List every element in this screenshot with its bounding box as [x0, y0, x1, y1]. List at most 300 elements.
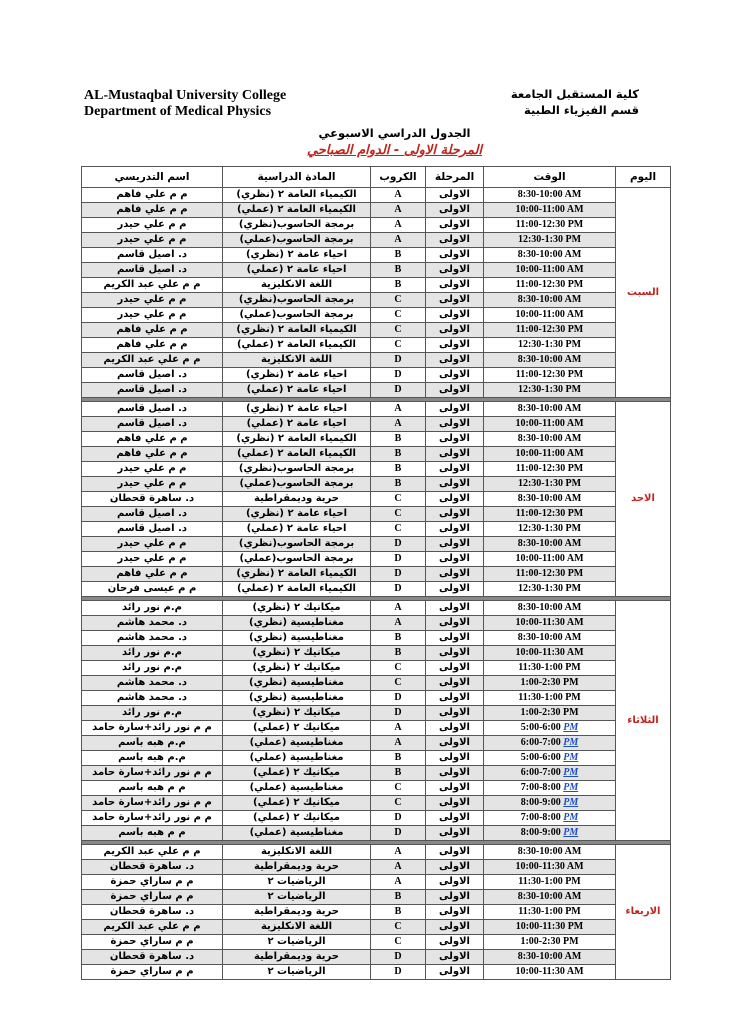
cell-time: 8:30-10:00 AM — [484, 492, 616, 507]
cell-stage: الاولى — [426, 706, 484, 721]
cell-time: 11:00-12:30 PM — [484, 278, 616, 293]
pm-suffix: PM — [563, 767, 579, 778]
cell-stage: الاولى — [426, 845, 484, 860]
cell-time: 10:00-11:00 AM — [484, 417, 616, 432]
cell-group: B — [371, 905, 426, 920]
cell-stage: الاولى — [426, 616, 484, 631]
cell-teacher: د. محمد هاشم — [82, 691, 223, 706]
cell-teacher: م م ساراي حمزة — [82, 875, 223, 890]
cell-group: A — [371, 736, 426, 751]
cell-teacher: م م نور رائد+سارة حامد — [82, 796, 223, 811]
header-arabic — [511, 86, 639, 118]
table-row — [82, 661, 671, 676]
cell-teacher: د. اصيل قاسم — [82, 402, 223, 417]
cell-teacher: م م علي فاهم — [82, 338, 223, 353]
cell-teacher: م م علي فاهم — [82, 203, 223, 218]
cell-time: 1:00-2:30 PM — [484, 676, 616, 691]
cell-group: A — [371, 875, 426, 890]
cell-teacher: د. اصيل قاسم — [82, 248, 223, 263]
table-row — [82, 432, 671, 447]
cell-group: C — [371, 661, 426, 676]
table-row — [82, 447, 671, 462]
cell-teacher: م.م نور رائد — [82, 706, 223, 721]
cell-time — [484, 811, 616, 826]
cell-stage: الاولى — [426, 965, 484, 980]
table-row — [82, 766, 671, 781]
cell-stage: الاولى — [426, 567, 484, 582]
cell-subject: ميكانيك ٢ (عملي) — [223, 721, 371, 736]
cell-subject: حرية وديمقراطية — [223, 950, 371, 965]
cell-stage: الاولى — [426, 721, 484, 736]
table-row — [82, 402, 671, 417]
cell-teacher: م.م نور رائد — [82, 601, 223, 616]
cell-group: B — [371, 646, 426, 661]
cell-stage: الاولى — [426, 293, 484, 308]
cell-stage: الاولى — [426, 263, 484, 278]
cell-group: C — [371, 935, 426, 950]
cell-time: 8:30-10:00 AM — [484, 890, 616, 905]
cell-stage: الاولى — [426, 736, 484, 751]
cell-time: 8:30-10:00 AM — [484, 353, 616, 368]
cell-subject: ميكانيك ٢ (نظري) — [223, 646, 371, 661]
cell-stage: الاولى — [426, 860, 484, 875]
cell-teacher: م م هبه باسم — [82, 826, 223, 841]
cell-group: B — [371, 447, 426, 462]
time-value: 7:00-8:00 PM — [520, 782, 579, 793]
cell-subject: برمجة الحاسوب(عملي) — [223, 233, 371, 248]
cell-subject: برمجة الحاسوب(عملي) — [223, 308, 371, 323]
cell-stage: الاولى — [426, 218, 484, 233]
cell-subject: الكيمياء العامة ٢ (عملي) — [223, 203, 371, 218]
table-row — [82, 383, 671, 398]
table-header-row — [82, 167, 671, 188]
cell-time: 11:00-12:30 PM — [484, 218, 616, 233]
cell-group: C — [371, 507, 426, 522]
cell-teacher: م م علي فاهم — [82, 323, 223, 338]
cell-group: D — [371, 811, 426, 826]
cell-time: 12:30-1:30 PM — [484, 383, 616, 398]
cell-subject: مغناطيسية (عملي) — [223, 781, 371, 796]
cell-subject: احياء عامة ٢ (نظري) — [223, 248, 371, 263]
cell-teacher: م م علي حيدر — [82, 462, 223, 477]
table-row — [82, 781, 671, 796]
cell-group: C — [371, 293, 426, 308]
cell-teacher: م م علي عبد الكريم — [82, 920, 223, 935]
cell-stage: الاولى — [426, 462, 484, 477]
cell-time — [484, 781, 616, 796]
cell-group: D — [371, 706, 426, 721]
table-row — [82, 368, 671, 383]
cell-subject: الكيمياء العامة ٢ (نظري) — [223, 188, 371, 203]
cell-time: 11:30-1:00 PM — [484, 661, 616, 676]
cell-group: C — [371, 676, 426, 691]
cell-subject: اللغة الانكليزية — [223, 278, 371, 293]
cell-subject: الرياضيات ٢ — [223, 875, 371, 890]
cell-time: 10:00-11:00 AM — [484, 308, 616, 323]
table-row — [82, 263, 671, 278]
department-name-en: Department of Medical Physics — [84, 104, 272, 119]
col-header-day: اليوم — [616, 167, 671, 188]
cell-group: A — [371, 721, 426, 736]
cell-teacher: م.م نور رائد — [82, 661, 223, 676]
col-header-subject: المادة الدراسية — [223, 167, 371, 188]
cell-time: 1:00-2:30 PM — [484, 935, 616, 950]
table-row — [82, 462, 671, 477]
cell-time: 11:00-12:30 PM — [484, 507, 616, 522]
cell-subject: برمجة الحاسوب(نظري) — [223, 293, 371, 308]
table-row — [82, 920, 671, 935]
cell-teacher: م م هبه باسم — [82, 781, 223, 796]
cell-time: 8:30-10:00 AM — [484, 601, 616, 616]
schedule-title: الجدول الدراسي الاسبوعي — [318, 126, 471, 140]
cell-group: C — [371, 308, 426, 323]
cell-subject: مغناطيسية (عملي) — [223, 751, 371, 766]
col-header-stage: المرحلة — [426, 167, 484, 188]
table-row — [82, 905, 671, 920]
cell-subject: اللغة الانكليزية — [223, 920, 371, 935]
cell-time: 11:30-1:00 PM — [484, 875, 616, 890]
cell-stage: الاولى — [426, 601, 484, 616]
cell-stage: الاولى — [426, 811, 484, 826]
table-row — [82, 492, 671, 507]
cell-group: C — [371, 323, 426, 338]
cell-stage: الاولى — [426, 537, 484, 552]
cell-subject: احياء عامة ٢ (عملي) — [223, 522, 371, 537]
cell-group: C — [371, 338, 426, 353]
cell-teacher: د. اصيل قاسم — [82, 368, 223, 383]
pm-suffix: PM — [563, 827, 579, 838]
cell-group: D — [371, 950, 426, 965]
cell-subject: احياء عامة ٢ (نظري) — [223, 368, 371, 383]
cell-time: 10:00-11:00 AM — [484, 552, 616, 567]
table-row — [82, 890, 671, 905]
table-row — [82, 477, 671, 492]
cell-subject: ميكانيك ٢ (عملي) — [223, 766, 371, 781]
cell-subject: مغناطيسية (عملي) — [223, 736, 371, 751]
cell-stage: الاولى — [426, 368, 484, 383]
cell-stage: الاولى — [426, 691, 484, 706]
cell-group: D — [371, 567, 426, 582]
cell-stage: الاولى — [426, 950, 484, 965]
cell-time — [484, 826, 616, 841]
cell-teacher: م م علي حيدر — [82, 293, 223, 308]
cell-subject: احياء عامة ٢ (عملي) — [223, 263, 371, 278]
cell-subject: مغناطيسية (عملي) — [223, 826, 371, 841]
cell-stage: الاولى — [426, 646, 484, 661]
cell-time: 8:30-10:00 AM — [484, 248, 616, 263]
cell-stage: الاولى — [426, 402, 484, 417]
cell-teacher: د. ساهرة قحطان — [82, 905, 223, 920]
cell-group: A — [371, 417, 426, 432]
table-row — [82, 721, 671, 736]
pm-suffix: PM — [563, 797, 579, 808]
time-value: 8:00-9:00 PM — [520, 797, 579, 808]
header-english — [84, 88, 286, 120]
cell-subject: مغناطيسية (نظري) — [223, 616, 371, 631]
cell-time: 10:00-11:00 AM — [484, 447, 616, 462]
cell-teacher: م.م نور رائد — [82, 646, 223, 661]
cell-group: D — [371, 552, 426, 567]
cell-stage: الاولى — [426, 477, 484, 492]
cell-time — [484, 736, 616, 751]
cell-teacher: د. ساهرة قحطان — [82, 950, 223, 965]
cell-time: 11:00-12:30 PM — [484, 323, 616, 338]
cell-group: B — [371, 751, 426, 766]
table-row — [82, 811, 671, 826]
cell-subject: الرياضيات ٢ — [223, 890, 371, 905]
cell-time: 11:00-12:30 PM — [484, 368, 616, 383]
cell-teacher: د. اصيل قاسم — [82, 263, 223, 278]
cell-group: C — [371, 781, 426, 796]
cell-subject: برمجة الحاسوب(نظري) — [223, 537, 371, 552]
cell-stage: الاولى — [426, 661, 484, 676]
cell-subject: الكيمياء العامة ٢ (نظري) — [223, 567, 371, 582]
cell-time: 8:30-10:00 AM — [484, 432, 616, 447]
cell-stage: الاولى — [426, 492, 484, 507]
cell-subject: الكيمياء العامة ٢ (عملي) — [223, 447, 371, 462]
cell-stage: الاولى — [426, 248, 484, 263]
cell-stage: الاولى — [426, 751, 484, 766]
cell-subject: مغناطيسية (نظري) — [223, 676, 371, 691]
table-row — [82, 875, 671, 890]
table-row — [82, 203, 671, 218]
cell-group: A — [371, 233, 426, 248]
day-label: الاحد — [616, 402, 671, 597]
table-row — [82, 218, 671, 233]
cell-group: D — [371, 826, 426, 841]
cell-group: C — [371, 920, 426, 935]
cell-group: B — [371, 477, 426, 492]
cell-group: B — [371, 263, 426, 278]
cell-stage: الاولى — [426, 631, 484, 646]
table-row — [82, 676, 671, 691]
table-row — [82, 646, 671, 661]
cell-time: 8:30-10:00 AM — [484, 631, 616, 646]
cell-time: 12:30-1:30 PM — [484, 338, 616, 353]
table-row — [82, 601, 671, 616]
cell-teacher: د. محمد هاشم — [82, 631, 223, 646]
cell-stage: الاولى — [426, 308, 484, 323]
cell-time: 12:30-1:30 PM — [484, 233, 616, 248]
cell-subject: حرية وديمقراطية — [223, 492, 371, 507]
cell-stage: الاولى — [426, 676, 484, 691]
cell-subject: ميكانيك ٢ (عملي) — [223, 796, 371, 811]
cell-time: 10:00-11:00 AM — [484, 263, 616, 278]
cell-group: B — [371, 890, 426, 905]
cell-time: 8:30-10:00 AM — [484, 845, 616, 860]
cell-group: B — [371, 766, 426, 781]
cell-teacher: م م نور رائد+سارة حامد — [82, 766, 223, 781]
cell-stage: الاولى — [426, 233, 484, 248]
cell-stage: الاولى — [426, 875, 484, 890]
cell-stage: الاولى — [426, 447, 484, 462]
cell-stage: الاولى — [426, 522, 484, 537]
cell-time: 11:00-12:30 PM — [484, 567, 616, 582]
day-label: السبت — [616, 188, 671, 398]
table-row — [82, 338, 671, 353]
cell-teacher: د. اصيل قاسم — [82, 417, 223, 432]
cell-time: 10:00-11:30 AM — [484, 860, 616, 875]
schedule-table — [81, 166, 671, 980]
cell-time — [484, 721, 616, 736]
cell-time: 8:30-10:00 AM — [484, 950, 616, 965]
cell-time: 12:30-1:30 PM — [484, 522, 616, 537]
cell-stage: الاولى — [426, 905, 484, 920]
table-row — [82, 507, 671, 522]
cell-stage: الاولى — [426, 507, 484, 522]
time-value: 6:00-7:00 PM — [520, 737, 579, 748]
table-row — [82, 248, 671, 263]
table-row — [82, 537, 671, 552]
cell-stage: الاولى — [426, 890, 484, 905]
cell-teacher: م م نور رائد+سارة حامد — [82, 811, 223, 826]
cell-subject: احياء عامة ٢ (نظري) — [223, 507, 371, 522]
cell-group: C — [371, 522, 426, 537]
cell-time: 10:00-11:30 AM — [484, 646, 616, 661]
cell-subject: ميكانيك ٢ (عملي) — [223, 811, 371, 826]
cell-teacher: م م علي عبد الكريم — [82, 845, 223, 860]
table-row — [82, 845, 671, 860]
cell-group: D — [371, 582, 426, 597]
col-header-group: الكروب — [371, 167, 426, 188]
cell-time: 12:30-1:30 PM — [484, 582, 616, 597]
cell-time: 11:30-1:00 PM — [484, 691, 616, 706]
cell-teacher: د. اصيل قاسم — [82, 507, 223, 522]
cell-teacher: م م علي فاهم — [82, 188, 223, 203]
table-row — [82, 736, 671, 751]
cell-stage: الاولى — [426, 552, 484, 567]
table-row — [82, 293, 671, 308]
table-row — [82, 826, 671, 841]
cell-teacher: م م علي عبد الكريم — [82, 353, 223, 368]
cell-time: 11:30-1:00 PM — [484, 905, 616, 920]
cell-teacher: م م علي حيدر — [82, 308, 223, 323]
cell-group: D — [371, 691, 426, 706]
table-row — [82, 631, 671, 646]
cell-teacher: م م علي عبد الكريم — [82, 278, 223, 293]
cell-teacher: م م ساراي حمزة — [82, 935, 223, 950]
cell-teacher: م م ساراي حمزة — [82, 965, 223, 980]
cell-time: 11:00-12:30 PM — [484, 462, 616, 477]
table-row — [82, 353, 671, 368]
cell-time: 10:00-11:30 PM — [484, 920, 616, 935]
cell-subject: اللغة الانكليزية — [223, 353, 371, 368]
table-row — [82, 567, 671, 582]
cell-teacher: م م علي حيدر — [82, 552, 223, 567]
pm-suffix: PM — [563, 722, 579, 733]
table-row — [82, 552, 671, 567]
cell-stage: الاولى — [426, 203, 484, 218]
cell-stage: الاولى — [426, 383, 484, 398]
cell-group: C — [371, 492, 426, 507]
cell-group: B — [371, 278, 426, 293]
table-row — [82, 950, 671, 965]
cell-teacher: د. محمد هاشم — [82, 616, 223, 631]
cell-stage: الاولى — [426, 826, 484, 841]
pm-suffix: PM — [563, 752, 579, 763]
cell-subject: برمجة الحاسوب(عملي) — [223, 552, 371, 567]
cell-stage: الاولى — [426, 920, 484, 935]
cell-subject: مغناطيسية (نظري) — [223, 691, 371, 706]
cell-subject: احياء عامة ٢ (عملي) — [223, 383, 371, 398]
cell-subject: حرية وديمقراطية — [223, 860, 371, 875]
cell-stage: الاولى — [426, 417, 484, 432]
cell-teacher: د. اصيل قاسم — [82, 383, 223, 398]
table-row — [82, 706, 671, 721]
cell-stage: الاولى — [426, 188, 484, 203]
cell-teacher: د. ساهرة قحطان — [82, 860, 223, 875]
cell-stage: الاولى — [426, 582, 484, 597]
cell-group: A — [371, 845, 426, 860]
cell-group: D — [371, 537, 426, 552]
cell-subject: الكيمياء العامة ٢ (عملي) — [223, 582, 371, 597]
cell-subject: مغناطيسية (نظري) — [223, 631, 371, 646]
pm-suffix: PM — [563, 782, 579, 793]
table-row — [82, 796, 671, 811]
cell-stage: الاولى — [426, 353, 484, 368]
cell-time: 8:30-10:00 AM — [484, 537, 616, 552]
cell-group: A — [371, 218, 426, 233]
table-row — [82, 616, 671, 631]
cell-time: 8:30-10:00 AM — [484, 188, 616, 203]
table-row — [82, 582, 671, 597]
table-row — [82, 308, 671, 323]
cell-stage: الاولى — [426, 323, 484, 338]
cell-stage: الاولى — [426, 935, 484, 950]
cell-group: B — [371, 462, 426, 477]
cell-group: A — [371, 616, 426, 631]
cell-time: 8:30-10:00 AM — [484, 293, 616, 308]
schedule-body — [82, 188, 671, 980]
cell-subject: حرية وديمقراطية — [223, 905, 371, 920]
cell-time: 10:00-11:00 AM — [484, 203, 616, 218]
table-row — [82, 522, 671, 537]
cell-group: D — [371, 965, 426, 980]
table-row — [82, 417, 671, 432]
cell-subject: الكيمياء العامة ٢ (نظري) — [223, 432, 371, 447]
cell-teacher: م م علي فاهم — [82, 567, 223, 582]
cell-teacher: م م علي حيدر — [82, 218, 223, 233]
cell-stage: الاولى — [426, 781, 484, 796]
time-value: 5:00-6:00 PM — [520, 722, 579, 733]
cell-group: A — [371, 203, 426, 218]
cell-stage: الاولى — [426, 338, 484, 353]
time-value: 7:00-8:00 PM — [520, 812, 579, 823]
cell-teacher: د. اصيل قاسم — [82, 522, 223, 537]
cell-group: C — [371, 796, 426, 811]
cell-group: B — [371, 248, 426, 263]
cell-subject: برمجة الحاسوب(نظري) — [223, 462, 371, 477]
table-row — [82, 751, 671, 766]
cell-subject: برمجة الحاسوب(نظري) — [223, 218, 371, 233]
cell-subject: ميكانيك ٢ (نظري) — [223, 601, 371, 616]
cell-teacher: م م علي فاهم — [82, 447, 223, 462]
cell-subject: احياء عامة ٢ (عملي) — [223, 417, 371, 432]
cell-time: 10:00-11:30 AM — [484, 616, 616, 631]
cell-teacher: د. ساهرة قحطان — [82, 492, 223, 507]
cell-stage: الاولى — [426, 432, 484, 447]
cell-group: D — [371, 368, 426, 383]
cell-teacher: م م نور رائد+سارة حامد — [82, 721, 223, 736]
cell-stage: الاولى — [426, 278, 484, 293]
cell-teacher: م م ساراي حمزة — [82, 890, 223, 905]
cell-time: 1:00-2:30 PM — [484, 706, 616, 721]
cell-time: 8:30-10:00 AM — [484, 402, 616, 417]
cell-subject: احياء عامة ٢ (نظري) — [223, 402, 371, 417]
cell-teacher: م.م هبه باسم — [82, 751, 223, 766]
cell-time — [484, 796, 616, 811]
col-header-time: الوقت — [484, 167, 616, 188]
